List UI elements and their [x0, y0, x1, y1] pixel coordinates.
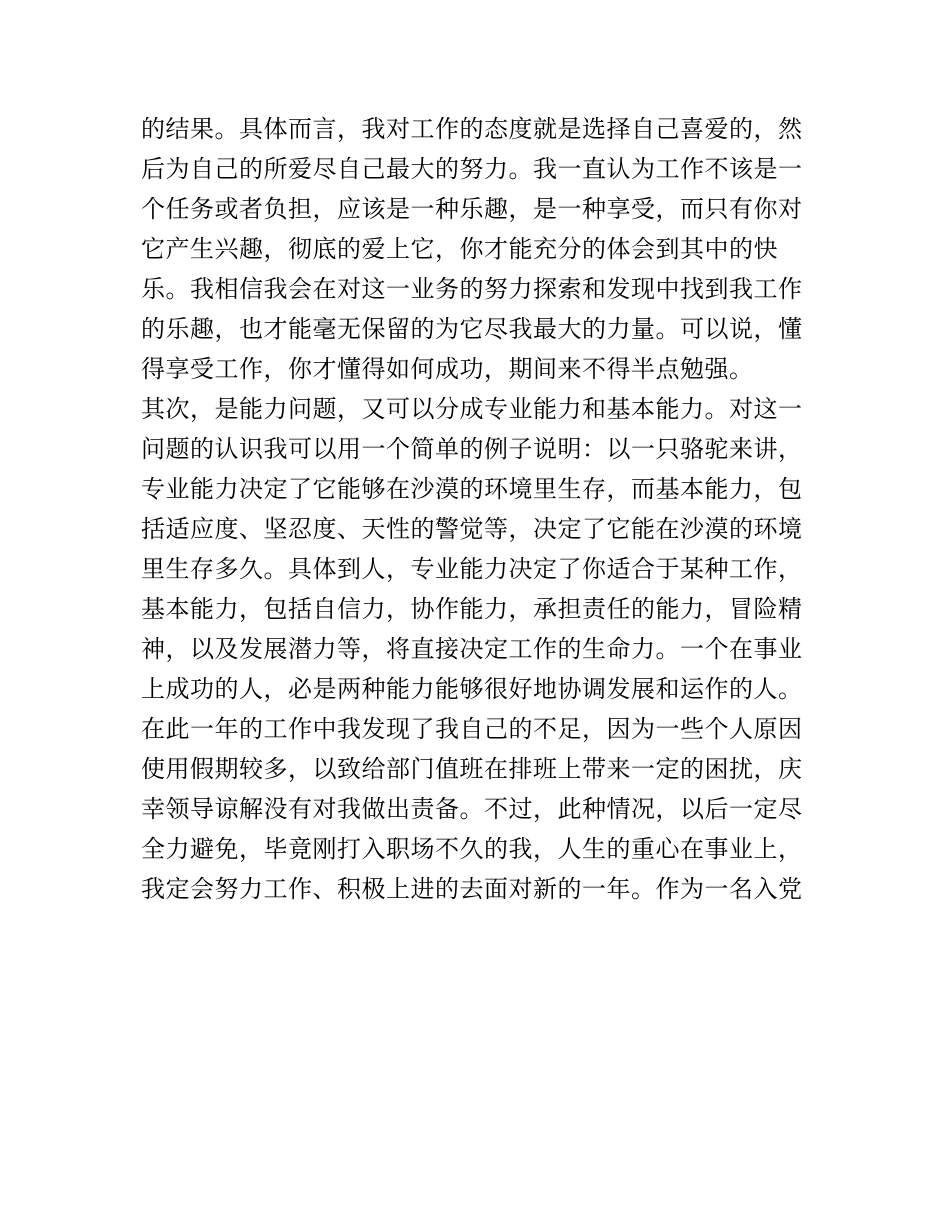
text-line: 里生存多久。具体到人，专业能力决定了你适合于某种工作， [141, 555, 803, 583]
text-line: 全力避免，毕竟刚打入职场不久的我，人生的重心在事业上， [141, 835, 803, 863]
text-line: 得享受工作，你才懂得如何成功，期间来不得半点勉强。 [141, 355, 754, 383]
text-line: 上成功的人，必是两种能力能够很好地协调发展和运作的人。 [141, 675, 803, 703]
text-line: 问题的认识我可以用一个简单的例子说明：以一只骆驼来讲， [141, 435, 803, 463]
text-line: 其次，是能力问题，又可以分成专业能力和基本能力。对这一 [141, 395, 803, 423]
text-line: 使用假期较多，以致给部门值班在排班上带来一定的困扰，庆 [141, 755, 803, 783]
text-line: 神，以及发展潜力等，将直接决定工作的生命力。一个在事业 [141, 635, 803, 663]
text-line: 个任务或者负担，应该是一种乐趣，是一种享受，而只有你对 [141, 195, 803, 223]
text-line: 的结果。具体而言，我对工作的态度就是选择自己喜爱的，然 [141, 115, 803, 143]
text-line: 的乐趣，也才能毫无保留的为它尽我最大的力量。可以说，懂 [141, 315, 803, 343]
text-line: 在此一年的工作中我发现了我自己的不足，因为一些个人原因 [141, 715, 803, 743]
text-line: 基本能力，包括自信力，协作能力，承担责任的能力，冒险精 [141, 595, 803, 623]
text-line: 括适应度、坚忍度、天性的警觉等，决定了它能在沙漠的环境 [141, 515, 803, 543]
text-line: 后为自己的所爱尽自己最大的努力。我一直认为工作不该是一 [141, 155, 803, 183]
text-line: 我定会努力工作、积极上进的去面对新的一年。作为一名入党 [141, 875, 803, 903]
text-line: 幸领导谅解没有对我做出责备。不过，此种情况，以后一定尽 [141, 795, 803, 823]
body-text [141, 109, 821, 909]
text-line: 它产生兴趣，彻底的爱上它，你才能充分的体会到其中的快 [141, 235, 778, 263]
text-line: 专业能力决定了它能够在沙漠的环境里生存，而基本能力，包 [141, 475, 803, 503]
text-line: 乐。我相信我会在对这一业务的努力探索和发现中找到我工作 [141, 275, 803, 303]
